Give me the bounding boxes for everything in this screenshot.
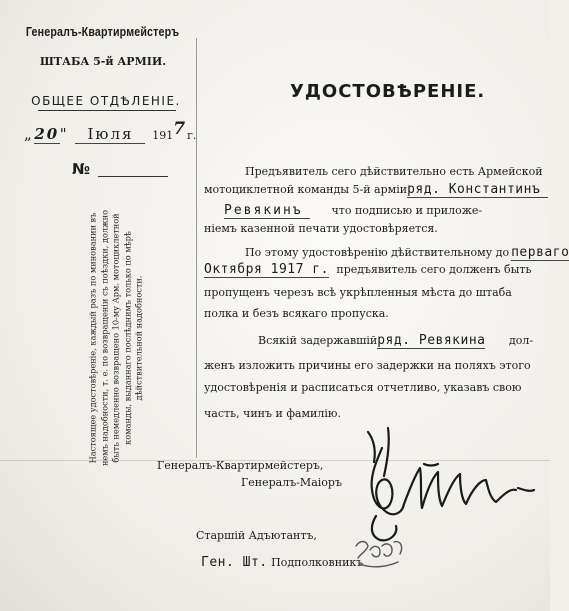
body-line-1: Предъявитель сего дѣйствительно есть Армейской: [245, 165, 543, 178]
bearer-surname: Ревякинъ: [224, 203, 310, 219]
body-line-2: [204, 182, 548, 198]
detainee-name: ряд. Ревякина: [377, 333, 486, 348]
number-line: [98, 176, 168, 177]
date-year-prefix: 191: [152, 129, 174, 142]
stamp-mark-icon: [350, 528, 410, 578]
side-note: Настоящее удостовѣреніе, каждый разъ по миновании въ немъ надобности, т. е. по возвращеніи съ поѣздки, должно быть немедленно возвращено 10-му Арм. мотоциклетной команды, выданнаго послѣднимъ только по мѣрѣ дѣйствительной надобности.: [87, 209, 144, 467]
issue-date: [24, 119, 197, 144]
header-divider: [38, 110, 176, 111]
margin-rule: [196, 38, 197, 458]
date-close-quote: ": [59, 125, 69, 143]
body-line-5: [245, 245, 569, 261]
body-line-9-text-b: дол-: [508, 334, 534, 347]
valid-until-day: перваго: [511, 245, 569, 260]
body-line-8: полка и безъ всякаго пропуска.: [204, 307, 389, 320]
document-number: №: [72, 160, 91, 178]
signature-title-2: Старшій Адъютантъ,: [196, 529, 317, 542]
header-department: ОБЩЕЕ ОТДѢЛЕНІЕ.: [31, 94, 181, 108]
bearer-rank-name: ряд. Константинъ: [407, 182, 548, 198]
valid-until-month-year: Октября 1917 г.: [204, 262, 329, 277]
date-day: 20: [34, 125, 60, 143]
date-year-suffix: г.: [187, 129, 197, 142]
document-title: УДОСТОВѢРЕНІЕ.: [290, 81, 486, 102]
signature-rank-1: Генералъ-Маіоръ: [241, 476, 342, 489]
signature-title-1: Генералъ-Квартирмейстеръ,: [157, 459, 324, 472]
header-staff: ШТАБА 5-й АРМІИ.: [39, 55, 167, 68]
general-staff-abbrev: Ген. Шт.: [201, 555, 268, 570]
body-line-12: часть, чинъ и фамилію.: [204, 407, 341, 420]
side-note-box: [70, 198, 162, 478]
body-line-5-text: По этому удостовѣренію дѣйствительному до: [245, 246, 510, 259]
date-open-quote: „: [24, 125, 34, 143]
body-line-11: удостовѣренія и расписаться отчетливо, указавъ свою: [204, 381, 522, 394]
signature-rank-2-text: Подполковникъ: [271, 556, 364, 569]
body-line-6: [204, 262, 531, 278]
header-office: Генералъ-Квартирмейстеръ: [25, 24, 180, 39]
body-line-10: женъ изложить причины его задержки на поляхъ этого: [204, 359, 531, 372]
body-line-9: [258, 333, 533, 349]
body-line-3-text: что подписью и приложе-: [331, 204, 483, 217]
body-line-9-text-a: Всякій задержавшій: [258, 334, 378, 347]
signature-rank-2: [201, 555, 363, 570]
body-line-7: пропущенъ черезъ всѣ укрѣпленныя мѣста до штаба: [204, 286, 512, 299]
date-year-digit: 7: [173, 119, 188, 139]
body-line-2-text: мотоциклетной команды 5-й арміи: [204, 183, 408, 196]
date-month: Іюля: [75, 125, 145, 144]
body-line-4: ніемъ казенной печати удостовѣряется.: [204, 222, 438, 235]
body-line-3: [224, 203, 482, 219]
body-line-6-text: предъявитель сего долженъ быть: [336, 263, 532, 276]
